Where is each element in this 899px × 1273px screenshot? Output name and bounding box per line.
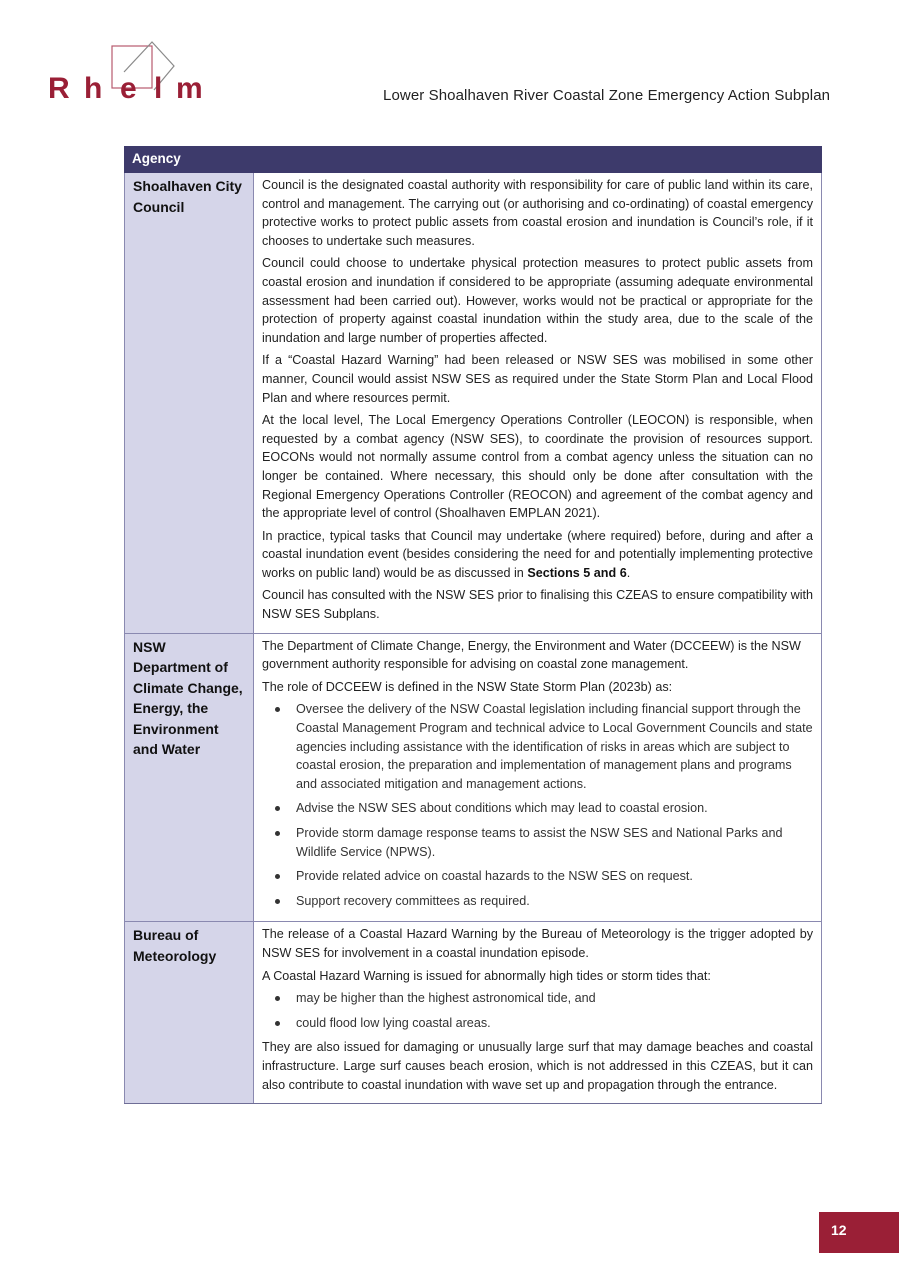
role-paragraph: They are also issued for damaging or unusually large surf that may damage beaches and coastal infrastructure. Large surf causes beach erosion, which is not addressed in this CZEAS, but it can also contribute to coastal inundation with wave set up and propagation through the entrance.: [262, 1040, 813, 1092]
agency-name-line: Meteorology: [133, 947, 217, 964]
agency-name-line: Climate Change,: [133, 679, 243, 696]
reference-suffix: .: [626, 565, 631, 580]
role-paragraph: The release of a Coastal Hazard Warning by the Bureau of Meteorology is the trigger adopted by NSW SES for involvement in a coastal inundation episode.: [262, 927, 813, 960]
agency-name-cell: [125, 633, 254, 922]
agency-name-line: Energy, the: [133, 700, 209, 717]
agency-role-cell: [254, 922, 822, 1104]
agency-role-cell: [254, 633, 822, 922]
table-header-row: [125, 147, 822, 173]
role-bullet-list: [262, 700, 813, 910]
role-paragraph: Council could choose to undertake physical protection measures to protect public assets from coastal erosion and inundation if considered to be appropriate (assuming adequate environmental assessment had been carried out). However, works would not be practical or appropriate for the protection of property against coastal inundation within the study area, due to the scale of the inundation and large number of properties affected.: [262, 256, 813, 345]
role-paragraph: At the local level, The Local Emergency Operations Controller (LEOCON) is responsible, when requested by a combat agency (NSW SES), to coordinate the provision of resources support. EOCONs would not normally assume control from a combat agency unless the situation can no longer be contained. Where necessary, this should only be done after consultation with the Regional Emergency Operations Controller (REOCON) and agreement of the combat agency and the appropriate level of control (Shoalhaven EMPLAN 2021).: [262, 413, 813, 521]
role-paragraph-text: In practice, typical tasks that Council may undertake (where required) before, during and after a coastal inundation event (besides considering the need for and potentially implementing protective works on public land) would be as discussed in: [262, 528, 813, 580]
agency-name-cell: [125, 922, 254, 1104]
role-paragraph: Council is the designated coastal authority with responsibility for care of public land within its care, control and management. The carrying out (or authorising and co-ordinating) of coastal emergency protective works to protect public assets from coastal erosion and inundation is Council’s role, if it chooses to undertake such measures.: [262, 178, 813, 248]
bullet-item: Provide related advice on coastal hazards to the NSW SES on request.: [262, 867, 813, 886]
logo-letter-l: l: [154, 72, 163, 105]
bullet-item: Provide storm damage response teams to assist the NSW SES and National Parks and Wildlife Service (NPWS).: [262, 824, 813, 861]
agency-name-line: Department of: [133, 659, 228, 676]
agency-name-line: NSW: [133, 638, 166, 655]
logo-letter-r: R: [48, 72, 70, 105]
agency-name-cell: [125, 173, 254, 634]
column-header-role: [254, 147, 822, 173]
document-title: Lower Shoalhaven River Coastal Zone Emergency Action Subplan: [383, 87, 831, 104]
role-paragraph: The Department of Climate Change, Energy, the Environment and Water (DCCEEW) is the NSW government authority responsible for advising on coastal zone management.: [262, 638, 801, 672]
role-paragraph: The role of DCCEEW is defined in the NSW State Storm Plan (2023b) as:: [262, 679, 673, 694]
bullet-item: could flood low lying coastal areas.: [262, 1014, 813, 1033]
rhelm-logo: [46, 38, 221, 108]
role-paragraph: [262, 527, 813, 583]
table-row: [125, 633, 822, 922]
agency-name-line: Environment: [133, 720, 219, 737]
agency-roles-table: [124, 146, 822, 1104]
agency-name: Shoalhaven City Council: [133, 178, 242, 215]
table-row: [125, 173, 822, 634]
bullet-item: may be higher than the highest astronomical tide, and: [262, 989, 813, 1008]
bullet-item: Support recovery committees as required.: [262, 892, 813, 911]
page-number: 12: [831, 1222, 847, 1238]
agency-name-line: Bureau of: [133, 927, 199, 944]
page-number-badge: [819, 1212, 899, 1253]
agency-role-cell: [254, 173, 822, 634]
bullet-item: Oversee the delivery of the NSW Coastal legislation including financial support through the Coastal Management Program and technical advice to Local Government Councils and state agencies including assistance with the identification of risks in areas which are subject to coastal erosion, the preparation and implementation of management plans and programs and associated mitigation and management actions.: [262, 700, 813, 793]
logo-graphic: [46, 38, 221, 108]
role-paragraph: A Coastal Hazard Warning is issued for abnormally high tides or storm tides that:: [262, 968, 711, 983]
bullet-item: Advise the NSW SES about conditions which may lead to coastal erosion.: [262, 799, 813, 818]
logo-letter-m: m: [176, 72, 203, 105]
role-paragraph: If a “Coastal Hazard Warning” had been released or NSW SES was mobilised in some other manner, Council would assist NSW SES as required under the State Storm Plan and Local Flood Plan and where resources permit.: [262, 353, 813, 405]
role-bullet-list: [262, 989, 813, 1032]
column-header-agency: Agency: [125, 147, 254, 173]
agency-name-line: and Water: [133, 741, 201, 758]
logo-letter-h: h: [84, 72, 103, 105]
sections-reference: Sections 5 and 6: [527, 565, 627, 580]
logo-letter-e: e: [120, 72, 137, 105]
role-paragraph: Council has consulted with the NSW SES prior to finalising this CZEAS to ensure compatibility with NSW SES Subplans.: [262, 588, 813, 622]
table-row: [125, 922, 822, 1104]
